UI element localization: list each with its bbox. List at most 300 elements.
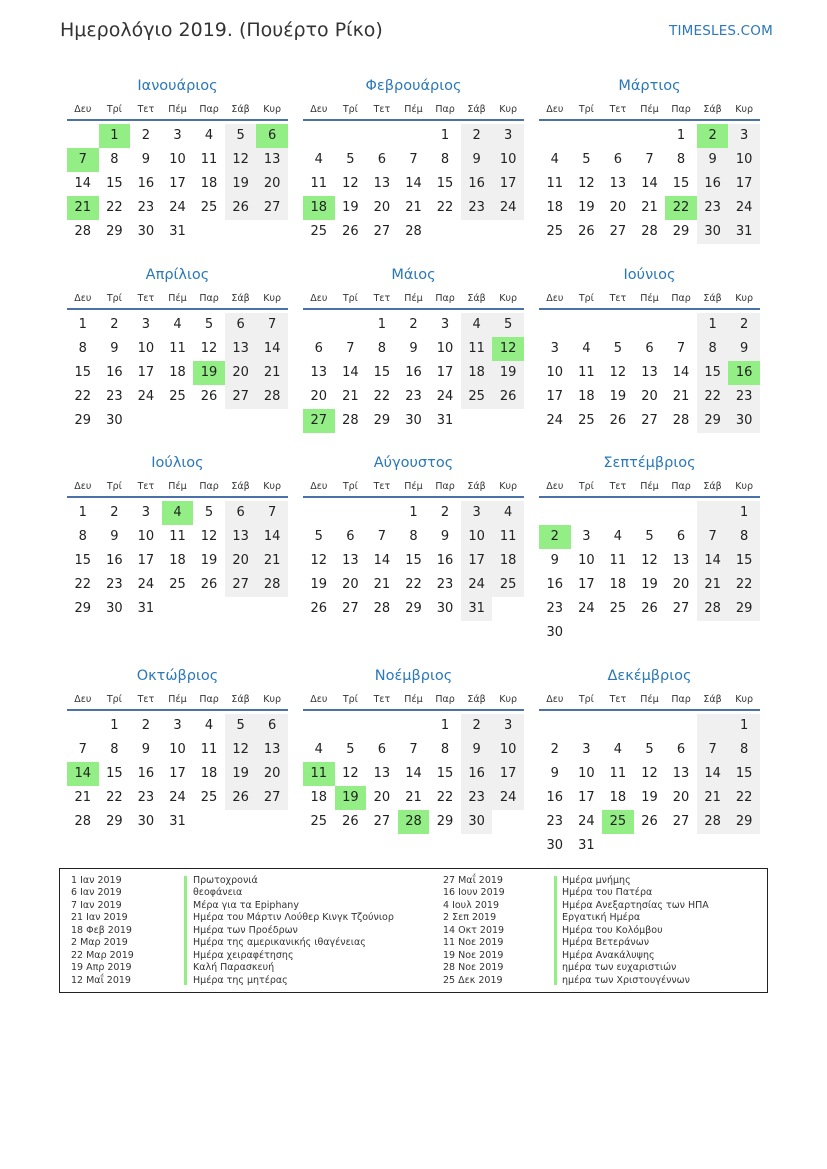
day-cell[interactable]: 29 — [697, 409, 729, 433]
day-cell[interactable]: 16 — [436, 553, 454, 568]
day-cell[interactable]: 15 — [672, 176, 690, 191]
day-cell[interactable]: 22 — [697, 385, 729, 409]
day-cell[interactable]: 25 — [310, 224, 328, 239]
day-cell[interactable]: 20 — [373, 790, 391, 805]
day-cell[interactable]: 27 — [373, 224, 391, 239]
day-cell[interactable]: 12 — [225, 738, 257, 762]
day-cell[interactable]: 11 — [609, 553, 627, 568]
day-cell[interactable]: 22 — [106, 790, 123, 805]
day-cell[interactable]: 16 — [546, 790, 564, 805]
day-cell[interactable]: 17 — [578, 577, 595, 592]
day-cell[interactable]: 11 — [310, 176, 328, 191]
day-cell[interactable]: 12 — [342, 176, 359, 191]
day-cell[interactable]: 30 — [546, 625, 564, 640]
day-cell[interactable]: 20 — [225, 361, 257, 385]
day-cell[interactable]: 3 — [728, 124, 760, 148]
day-cell[interactable]: 23 — [106, 577, 123, 592]
day-cell[interactable]: 27 — [641, 413, 658, 428]
day-cell[interactable]: 21 — [256, 361, 288, 385]
day-cell[interactable]: 16 — [137, 176, 155, 191]
day-cell[interactable]: 15 — [728, 762, 760, 786]
day-cell[interactable]: 6 — [346, 529, 355, 544]
day-cell[interactable]: 4 — [314, 742, 323, 757]
day-cell[interactable]: 2 — [550, 742, 559, 757]
day-cell[interactable]: 1 — [78, 317, 87, 332]
day-cell[interactable]: 18 — [169, 365, 186, 380]
day-cell[interactable]: 24 — [436, 389, 454, 404]
day-cell[interactable]: 7 — [256, 313, 288, 337]
day-cell[interactable]: 23 — [405, 389, 422, 404]
day-cell[interactable]: 22 — [106, 200, 123, 215]
day-cell[interactable]: 14 — [641, 176, 658, 191]
day-cell[interactable]: 24 — [578, 814, 595, 829]
day-cell[interactable]: 27 — [609, 224, 627, 239]
day-cell[interactable]: 27 — [256, 786, 288, 810]
day-cell[interactable]: 21 — [74, 790, 92, 805]
day-cell[interactable]: 10 — [578, 553, 595, 568]
day-cell[interactable]: 3 — [582, 742, 591, 757]
day-cell[interactable]: 30 — [697, 220, 729, 244]
day-cell[interactable]: 15 — [436, 176, 454, 191]
day-cell[interactable]: 7 — [697, 525, 729, 549]
day-cell[interactable]: 10 — [578, 766, 595, 781]
day-cell[interactable]: 12 — [225, 148, 257, 172]
holiday-day-cell[interactable]: 28 — [398, 810, 430, 834]
day-cell[interactable]: 24 — [728, 196, 760, 220]
day-cell[interactable]: 13 — [256, 148, 288, 172]
day-cell[interactable]: 24 — [461, 573, 493, 597]
day-cell[interactable]: 7 — [645, 152, 654, 167]
day-cell[interactable]: 27 — [225, 573, 257, 597]
day-cell[interactable]: 20 — [672, 577, 690, 592]
day-cell[interactable]: 26 — [609, 413, 627, 428]
day-cell[interactable]: 8 — [110, 742, 119, 757]
day-cell[interactable]: 17 — [546, 389, 564, 404]
day-cell[interactable]: 6 — [676, 742, 686, 757]
day-cell[interactable]: 18 — [546, 200, 564, 215]
day-cell[interactable]: 8 — [676, 152, 686, 167]
day-cell[interactable]: 11 — [578, 365, 595, 380]
day-cell[interactable]: 1 — [440, 128, 450, 143]
day-cell[interactable]: 5 — [314, 529, 323, 544]
day-cell[interactable]: 22 — [74, 389, 92, 404]
day-cell[interactable]: 15 — [405, 553, 422, 568]
day-cell[interactable]: 4 — [613, 529, 623, 544]
day-cell[interactable]: 22 — [728, 786, 760, 810]
day-cell[interactable]: 2 — [461, 124, 493, 148]
day-cell[interactable]: 3 — [492, 714, 524, 738]
day-cell[interactable]: 18 — [200, 766, 218, 781]
day-cell[interactable]: 28 — [256, 573, 288, 597]
day-cell[interactable]: 5 — [645, 529, 654, 544]
day-cell[interactable]: 10 — [728, 148, 760, 172]
day-cell[interactable]: 9 — [409, 341, 418, 356]
day-cell[interactable]: 17 — [461, 549, 493, 573]
day-cell[interactable]: 12 — [578, 176, 595, 191]
holiday-day-cell[interactable]: 6 — [256, 124, 288, 148]
day-cell[interactable]: 23 — [137, 200, 155, 215]
day-cell[interactable]: 14 — [256, 337, 288, 361]
day-cell[interactable]: 30 — [137, 224, 155, 239]
day-cell[interactable]: 2 — [728, 313, 760, 337]
day-cell[interactable]: 14 — [342, 365, 359, 380]
day-cell[interactable]: 12 — [200, 529, 218, 544]
day-cell[interactable]: 17 — [137, 365, 155, 380]
day-cell[interactable]: 28 — [405, 224, 422, 239]
day-cell[interactable]: 10 — [461, 525, 493, 549]
day-cell[interactable]: 30 — [106, 413, 123, 428]
day-cell[interactable]: 4 — [173, 317, 182, 332]
day-cell[interactable]: 3 — [141, 505, 151, 520]
day-cell[interactable]: 5 — [346, 152, 355, 167]
day-cell[interactable]: 26 — [310, 601, 328, 616]
day-cell[interactable]: 16 — [106, 553, 123, 568]
day-cell[interactable]: 2 — [461, 714, 493, 738]
day-cell[interactable]: 28 — [256, 385, 288, 409]
day-cell[interactable]: 7 — [409, 742, 418, 757]
day-cell[interactable]: 8 — [78, 529, 87, 544]
day-cell[interactable]: 20 — [256, 172, 288, 196]
day-cell[interactable]: 9 — [550, 553, 559, 568]
day-cell[interactable]: 14 — [256, 525, 288, 549]
day-cell[interactable]: 31 — [169, 224, 186, 239]
day-cell[interactable]: 24 — [492, 786, 524, 810]
day-cell[interactable]: 4 — [461, 313, 493, 337]
day-cell[interactable]: 26 — [641, 601, 658, 616]
day-cell[interactable]: 5 — [613, 341, 623, 356]
day-cell[interactable]: 19 — [492, 361, 524, 385]
day-cell[interactable]: 20 — [672, 790, 690, 805]
day-cell[interactable]: 19 — [200, 553, 218, 568]
day-cell[interactable]: 21 — [342, 389, 359, 404]
day-cell[interactable]: 12 — [609, 365, 627, 380]
day-cell[interactable]: 28 — [697, 810, 729, 834]
day-cell[interactable]: 21 — [405, 200, 422, 215]
day-cell[interactable]: 14 — [405, 176, 422, 191]
day-cell[interactable]: 19 — [310, 577, 328, 592]
day-cell[interactable]: 4 — [314, 152, 323, 167]
day-cell[interactable]: 20 — [256, 762, 288, 786]
day-cell[interactable]: 1 — [409, 505, 418, 520]
day-cell[interactable]: 12 — [641, 553, 658, 568]
day-cell[interactable]: 5 — [225, 714, 257, 738]
day-cell[interactable]: 29 — [373, 413, 391, 428]
day-cell[interactable]: 15 — [74, 365, 92, 380]
holiday-day-cell[interactable]: 19 — [335, 786, 367, 810]
day-cell[interactable]: 8 — [78, 341, 87, 356]
day-cell[interactable]: 3 — [173, 128, 182, 143]
day-cell[interactable]: 24 — [137, 389, 155, 404]
day-cell[interactable]: 17 — [169, 176, 186, 191]
day-cell[interactable]: 13 — [641, 365, 658, 380]
day-cell[interactable]: 30 — [546, 838, 564, 853]
day-cell[interactable]: 5 — [492, 313, 524, 337]
holiday-day-cell[interactable]: 1 — [99, 124, 131, 148]
day-cell[interactable]: 25 — [461, 385, 493, 409]
day-cell[interactable]: 1 — [728, 501, 760, 525]
day-cell[interactable]: 8 — [110, 152, 119, 167]
day-cell[interactable]: 21 — [697, 573, 729, 597]
day-cell[interactable]: 16 — [461, 172, 493, 196]
day-cell[interactable]: 22 — [405, 577, 422, 592]
day-cell[interactable]: 22 — [728, 573, 760, 597]
day-cell[interactable]: 19 — [641, 577, 658, 592]
day-cell[interactable]: 7 — [377, 529, 387, 544]
day-cell[interactable]: 16 — [137, 766, 155, 781]
day-cell[interactable]: 19 — [578, 200, 595, 215]
day-cell[interactable]: 5 — [346, 742, 355, 757]
day-cell[interactable]: 4 — [492, 501, 524, 525]
day-cell[interactable]: 13 — [672, 553, 690, 568]
day-cell[interactable]: 30 — [461, 810, 493, 834]
day-cell[interactable]: 9 — [141, 742, 151, 757]
day-cell[interactable]: 22 — [373, 389, 391, 404]
day-cell[interactable]: 7 — [256, 501, 288, 525]
day-cell[interactable]: 2 — [110, 505, 119, 520]
day-cell[interactable]: 31 — [137, 601, 155, 616]
day-cell[interactable]: 11 — [609, 766, 627, 781]
day-cell[interactable]: 24 — [169, 790, 186, 805]
day-cell[interactable]: 9 — [461, 738, 493, 762]
day-cell[interactable]: 10 — [546, 365, 564, 380]
day-cell[interactable]: 29 — [728, 810, 760, 834]
day-cell[interactable]: 27 — [672, 814, 690, 829]
day-cell[interactable]: 4 — [582, 341, 591, 356]
day-cell[interactable]: 15 — [106, 766, 123, 781]
day-cell[interactable]: 13 — [225, 337, 257, 361]
day-cell[interactable]: 17 — [169, 766, 186, 781]
day-cell[interactable]: 4 — [204, 718, 214, 733]
day-cell[interactable]: 26 — [225, 786, 257, 810]
day-cell[interactable]: 14 — [74, 176, 92, 191]
day-cell[interactable]: 19 — [225, 762, 257, 786]
day-cell[interactable]: 15 — [74, 553, 92, 568]
day-cell[interactable]: 26 — [342, 814, 359, 829]
day-cell[interactable]: 18 — [492, 549, 524, 573]
day-cell[interactable]: 18 — [461, 361, 493, 385]
day-cell[interactable]: 21 — [405, 790, 422, 805]
day-cell[interactable]: 13 — [373, 176, 391, 191]
day-cell[interactable]: 12 — [200, 341, 218, 356]
day-cell[interactable]: 9 — [110, 341, 119, 356]
day-cell[interactable]: 31 — [436, 413, 454, 428]
day-cell[interactable]: 23 — [546, 814, 564, 829]
day-cell[interactable]: 26 — [342, 224, 359, 239]
day-cell[interactable]: 7 — [409, 152, 418, 167]
day-cell[interactable]: 18 — [609, 577, 627, 592]
day-cell[interactable]: 23 — [461, 196, 493, 220]
day-cell[interactable]: 15 — [436, 766, 454, 781]
day-cell[interactable]: 24 — [137, 577, 155, 592]
day-cell[interactable]: 9 — [440, 529, 450, 544]
holiday-day-cell[interactable]: 12 — [492, 337, 524, 361]
day-cell[interactable]: 16 — [697, 172, 729, 196]
day-cell[interactable]: 15 — [106, 176, 123, 191]
day-cell[interactable]: 6 — [377, 742, 387, 757]
day-cell[interactable]: 26 — [641, 814, 658, 829]
day-cell[interactable]: 5 — [582, 152, 591, 167]
day-cell[interactable]: 29 — [106, 224, 123, 239]
day-cell[interactable]: 9 — [461, 148, 493, 172]
day-cell[interactable]: 11 — [546, 176, 564, 191]
day-cell[interactable]: 1 — [728, 714, 760, 738]
day-cell[interactable]: 8 — [377, 341, 387, 356]
day-cell[interactable]: 31 — [728, 220, 760, 244]
day-cell[interactable]: 27 — [373, 814, 391, 829]
day-cell[interactable]: 11 — [200, 152, 218, 167]
day-cell[interactable]: 13 — [225, 525, 257, 549]
day-cell[interactable]: 29 — [74, 413, 92, 428]
day-cell[interactable]: 31 — [461, 597, 493, 621]
day-cell[interactable]: 21 — [697, 786, 729, 810]
day-cell[interactable]: 1 — [78, 505, 87, 520]
day-cell[interactable]: 5 — [225, 124, 257, 148]
day-cell[interactable]: 29 — [106, 814, 123, 829]
day-cell[interactable]: 12 — [641, 766, 658, 781]
holiday-day-cell[interactable]: 22 — [665, 196, 697, 220]
day-cell[interactable]: 6 — [645, 341, 654, 356]
day-cell[interactable]: 16 — [106, 365, 123, 380]
day-cell[interactable]: 18 — [200, 176, 218, 191]
day-cell[interactable]: 30 — [137, 814, 155, 829]
day-cell[interactable]: 19 — [641, 790, 658, 805]
day-cell[interactable]: 25 — [310, 814, 328, 829]
holiday-day-cell[interactable]: 25 — [602, 810, 634, 834]
day-cell[interactable]: 16 — [405, 365, 422, 380]
day-cell[interactable]: 23 — [137, 790, 155, 805]
holiday-day-cell[interactable]: 7 — [67, 148, 99, 172]
day-cell[interactable]: 24 — [546, 413, 564, 428]
day-cell[interactable]: 21 — [672, 389, 690, 404]
day-cell[interactable]: 21 — [641, 200, 658, 215]
day-cell[interactable]: 15 — [373, 365, 391, 380]
day-cell[interactable]: 28 — [697, 597, 729, 621]
day-cell[interactable]: 20 — [225, 549, 257, 573]
day-cell[interactable]: 23 — [436, 577, 454, 592]
day-cell[interactable]: 26 — [200, 577, 218, 592]
day-cell[interactable]: 8 — [728, 525, 760, 549]
holiday-day-cell[interactable]: 27 — [303, 409, 335, 433]
day-cell[interactable]: 27 — [672, 601, 690, 616]
day-cell[interactable]: 25 — [609, 601, 627, 616]
day-cell[interactable]: 12 — [342, 766, 359, 781]
day-cell[interactable]: 21 — [256, 549, 288, 573]
day-cell[interactable]: 20 — [641, 389, 658, 404]
day-cell[interactable]: 1 — [377, 317, 387, 332]
day-cell[interactable]: 24 — [578, 601, 595, 616]
day-cell[interactable]: 22 — [74, 577, 92, 592]
day-cell[interactable]: 6 — [676, 529, 686, 544]
day-cell[interactable]: 1 — [697, 313, 729, 337]
day-cell[interactable]: 3 — [173, 718, 182, 733]
day-cell[interactable]: 10 — [137, 529, 155, 544]
day-cell[interactable]: 8 — [440, 152, 450, 167]
day-cell[interactable]: 10 — [169, 742, 186, 757]
day-cell[interactable]: 10 — [436, 341, 454, 356]
day-cell[interactable]: 4 — [613, 742, 623, 757]
day-cell[interactable]: 11 — [492, 525, 524, 549]
day-cell[interactable]: 8 — [728, 738, 760, 762]
day-cell[interactable]: 6 — [225, 501, 257, 525]
day-cell[interactable]: 6 — [225, 313, 257, 337]
holiday-day-cell[interactable]: 19 — [193, 361, 225, 385]
day-cell[interactable]: 18 — [578, 389, 595, 404]
day-cell[interactable]: 13 — [342, 553, 359, 568]
day-cell[interactable]: 15 — [728, 549, 760, 573]
day-cell[interactable]: 3 — [461, 501, 493, 525]
day-cell[interactable]: 18 — [310, 790, 328, 805]
day-cell[interactable]: 14 — [373, 553, 391, 568]
day-cell[interactable]: 25 — [546, 224, 564, 239]
day-cell[interactable]: 3 — [550, 341, 559, 356]
day-cell[interactable]: 24 — [492, 196, 524, 220]
day-cell[interactable]: 10 — [492, 738, 524, 762]
day-cell[interactable]: 26 — [200, 389, 218, 404]
day-cell[interactable]: 19 — [342, 200, 359, 215]
day-cell[interactable]: 25 — [169, 389, 186, 404]
day-cell[interactable]: 11 — [200, 742, 218, 757]
day-cell[interactable]: 1 — [676, 128, 686, 143]
day-cell[interactable]: 9 — [697, 148, 729, 172]
holiday-day-cell[interactable]: 4 — [162, 501, 194, 525]
day-cell[interactable]: 3 — [440, 317, 450, 332]
day-cell[interactable]: 27 — [225, 385, 257, 409]
day-cell[interactable]: 3 — [141, 317, 151, 332]
day-cell[interactable]: 27 — [342, 601, 359, 616]
holiday-day-cell[interactable]: 11 — [303, 762, 335, 786]
day-cell[interactable]: 20 — [373, 200, 391, 215]
day-cell[interactable]: 20 — [609, 200, 627, 215]
day-cell[interactable]: 7 — [676, 341, 686, 356]
day-cell[interactable]: 17 — [492, 172, 524, 196]
day-cell[interactable]: 19 — [609, 389, 627, 404]
day-cell[interactable]: 28 — [373, 601, 391, 616]
day-cell[interactable]: 29 — [74, 601, 92, 616]
day-cell[interactable]: 25 — [578, 413, 595, 428]
day-cell[interactable]: 9 — [550, 766, 559, 781]
day-cell[interactable]: 10 — [492, 148, 524, 172]
day-cell[interactable]: 2 — [440, 505, 450, 520]
day-cell[interactable]: 30 — [728, 409, 760, 433]
day-cell[interactable]: 8 — [409, 529, 418, 544]
day-cell[interactable]: 17 — [436, 365, 454, 380]
day-cell[interactable]: 9 — [110, 529, 119, 544]
day-cell[interactable]: 12 — [310, 553, 328, 568]
day-cell[interactable]: 15 — [697, 361, 729, 385]
day-cell[interactable]: 17 — [137, 553, 155, 568]
day-cell[interactable]: 5 — [204, 317, 214, 332]
day-cell[interactable]: 6 — [256, 714, 288, 738]
day-cell[interactable]: 23 — [546, 601, 564, 616]
day-cell[interactable]: 20 — [342, 577, 359, 592]
day-cell[interactable]: 9 — [728, 337, 760, 361]
day-cell[interactable]: 2 — [110, 317, 119, 332]
day-cell[interactable]: 6 — [314, 341, 323, 356]
day-cell[interactable]: 29 — [728, 597, 760, 621]
day-cell[interactable]: 23 — [461, 786, 493, 810]
day-cell[interactable]: 10 — [137, 341, 155, 356]
holiday-day-cell[interactable]: 18 — [303, 196, 335, 220]
day-cell[interactable]: 30 — [405, 413, 422, 428]
day-cell[interactable]: 3 — [492, 124, 524, 148]
day-cell[interactable]: 18 — [609, 790, 627, 805]
day-cell[interactable]: 1 — [440, 718, 450, 733]
day-cell[interactable]: 28 — [342, 413, 359, 428]
day-cell[interactable]: 26 — [492, 385, 524, 409]
day-cell[interactable]: 22 — [436, 790, 454, 805]
day-cell[interactable]: 29 — [436, 814, 454, 829]
day-cell[interactable]: 13 — [310, 365, 328, 380]
